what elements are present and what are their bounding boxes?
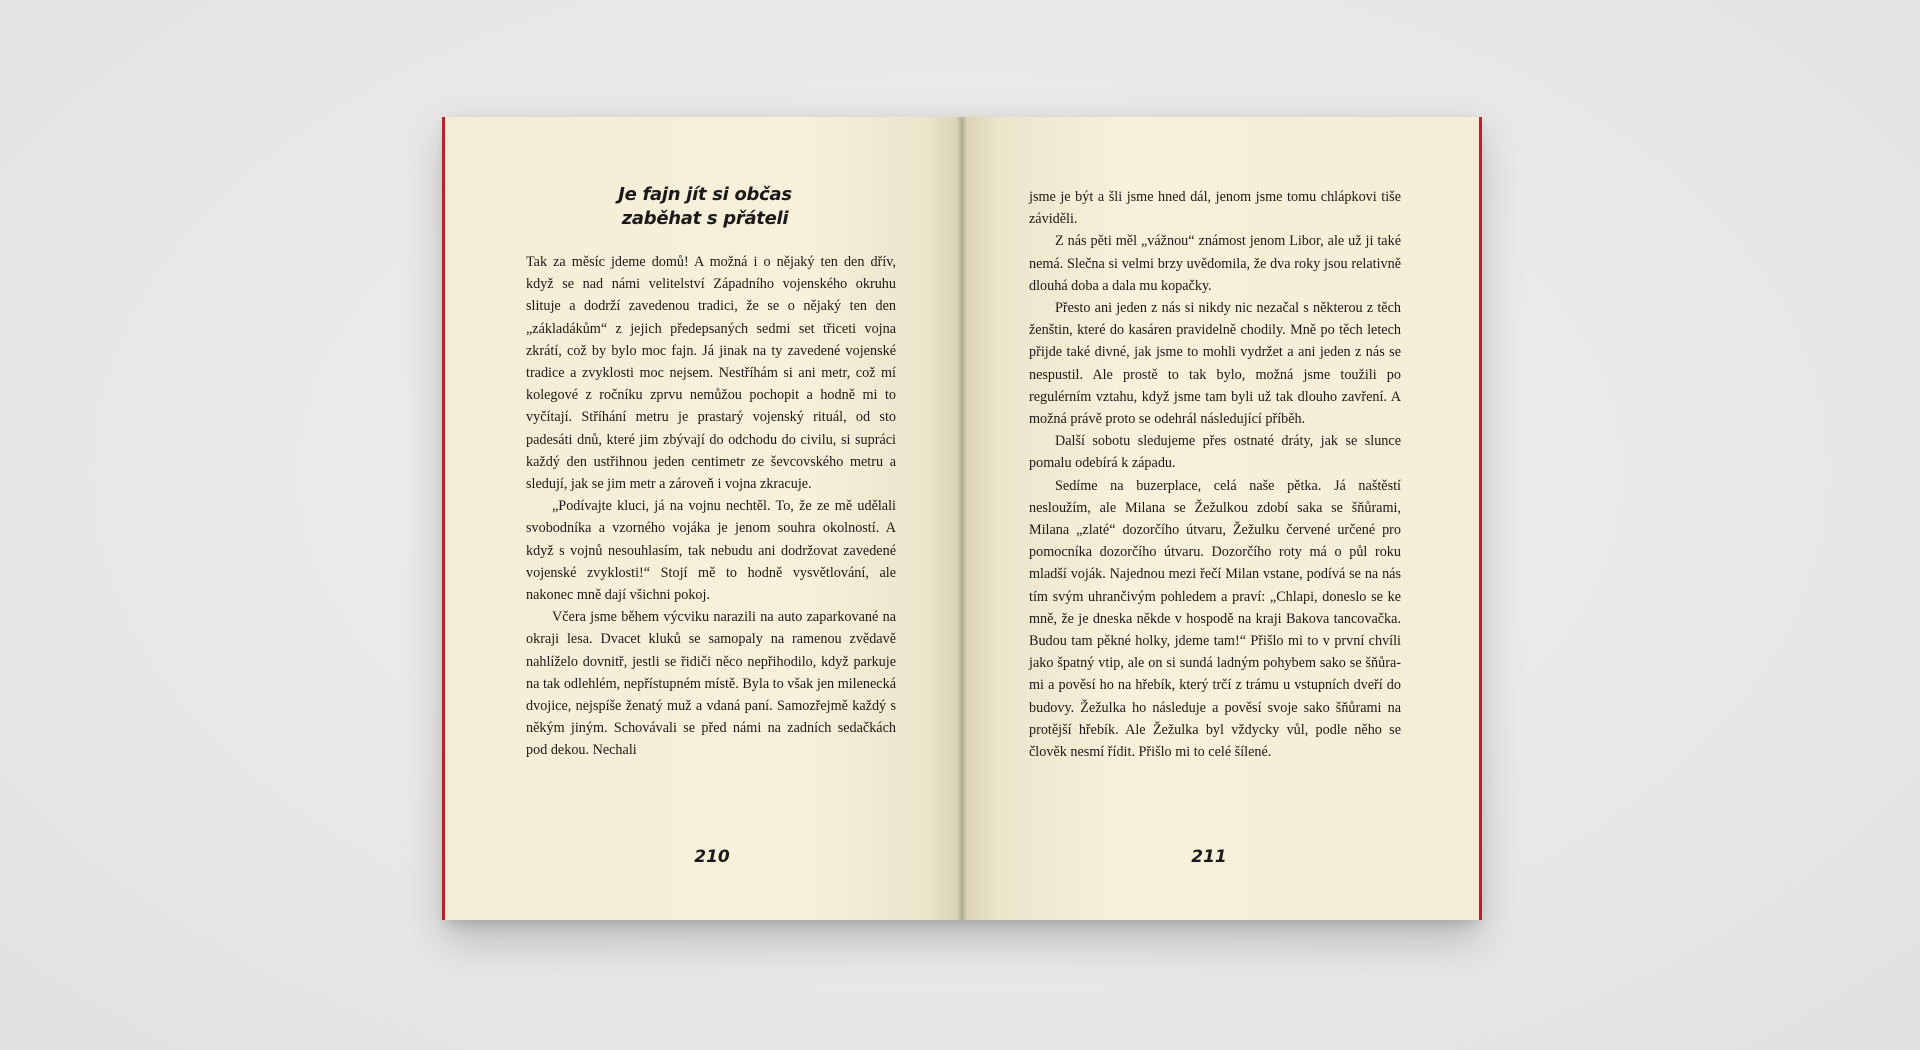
paragraph: Přesto ani jeden z nás si nikdy nic nezačal s některou z těch ženštin, které do kasáren pravidelně chodily. Mně po těch letech přijde také divné, jak jsme to mohli vydržet a ani jeden z nás se nespustil. Ale prostě to tak bylo, možná jsme toužili po regulérním vztahu, když jsme tam byli už tak dlouho zavření. A možná právě proto se odehrál následující příběh. xyxy=(1029,300,1401,428)
right-page-body xyxy=(1029,186,1401,763)
left-page-body xyxy=(526,251,896,762)
chapter-title-line-1: Je fajn jít si občas xyxy=(618,184,792,205)
paragraph: Z nás pěti měl „vážnou“ známost jenom Libor, ale už ji také nemá. Slečna si velmi brzy uvědomila, že dva roky jsou relativně dlouhá doba a dala mu kopačky. xyxy=(1029,233,1401,294)
right-page xyxy=(962,117,1479,920)
book-gutter xyxy=(957,117,967,920)
open-book xyxy=(445,117,1479,920)
paragraph: Tak za měsíc jdeme domů! A možná i o nějaký ten den dřív, když se nad námi velitelství Západního vojenského okruhu slituje a dodrží zavedenou tradici, že se o nějaký ten den „základákům“ z jejich předepsaných sedmi set třiceti vojna zkrátí, což by bylo moc fajn. Já jinak na ty zavedené vojenské tradice a zvyklosti moc nejsem. Nestříhám si ani metr, což mí kolegové z ročníku zprvu nemůžou pochopit a hodně mi to vyčítají. Stříhání metru je prastarý vojenský rituál, od sto padesáti dnů, které jim zbývají do odchodu do civilu, si supráci každý den ustřihnou jeden centimetr ze ševcovského metru a sledují, jak se jim metr a zároveň i vojna zkracuje. xyxy=(526,254,896,493)
left-page xyxy=(445,117,962,920)
paragraph: Další sobotu sledujeme přes ostnaté dráty, jak se slunce pomalu odebírá k západu. xyxy=(1029,433,1401,472)
page-number-left: 210 xyxy=(694,847,730,867)
paragraph: jsme je být a šli jsme hned dál, jenom jsme tomu chlápkovi tiše záviděli. xyxy=(1029,189,1401,228)
paragraph: Včera jsme během výcviku narazili na auto zaparkované na okraji lesa. Dvacet kluků se samopaly na ramenou zvědavě nahlíželo dovnitř, jestli se řidiči něco nepřihodilo, když parkuje na tak odlehlém, nepřístupném místě. Byla to však jen milenecká dvojice, nejspíše ženatý muž a vdaná paní. Samozřejmě každý s někým jiným. Schovávali se před námi na zadních sedačkách pod dekou. Nechali xyxy=(526,609,896,759)
page-number-right: 211 xyxy=(1191,847,1227,867)
paragraph: Sedíme na buzerplace, celá naše pětka. Já naštěstí nesloužím, ale Milana se Žežulkou zdobí saka se šňůrami, Milana „zlaté“ dozorčího útvaru, Žežulku červené určené pro pomocníka dozorčího útvaru. Dozorčího roty má o půl roku mladší voják. Najednou mezi řečí Milan vstane, podívá se na nás tím svým uhrančivým pohledem a praví: „Chlapi, doneslo se ke mně, že je dneska někde v hospodě na kraji Bakova tancovačka. Budou tam pěkné holky, jdeme tam!“ Přišlo mi to v první chvíli jako špatný vtip, ale on si sundá ladným pohybem sako se šňůrami a pověsí ho na hřebík, který trčí z trámu u vstupních dveří do budovy. Žežulka ho následuje a pověsí svoje sako šňůrami na protější hřebík. Ale Žežulka byl vždycky vůl, podle něho se člověk nesmí řídit. Přišlo mi to celé šílené. xyxy=(1029,477,1401,761)
paragraph: „Podívajte kluci, já na vojnu nechtěl. To, že ze mě udělali svobodníka a vzorného vojáka je jenom souhra okolností. A když s vojnů nesouhlasím, tak nebudu ani dodržovat zavedené vojenské zvyklosti!“ Stojí mě to hodně vysvětlování, ale nakonec mně dají všichni pokoj. xyxy=(526,498,896,604)
chapter-title xyxy=(505,183,905,231)
chapter-title-line-2: zaběhat s přáteli xyxy=(621,208,789,229)
